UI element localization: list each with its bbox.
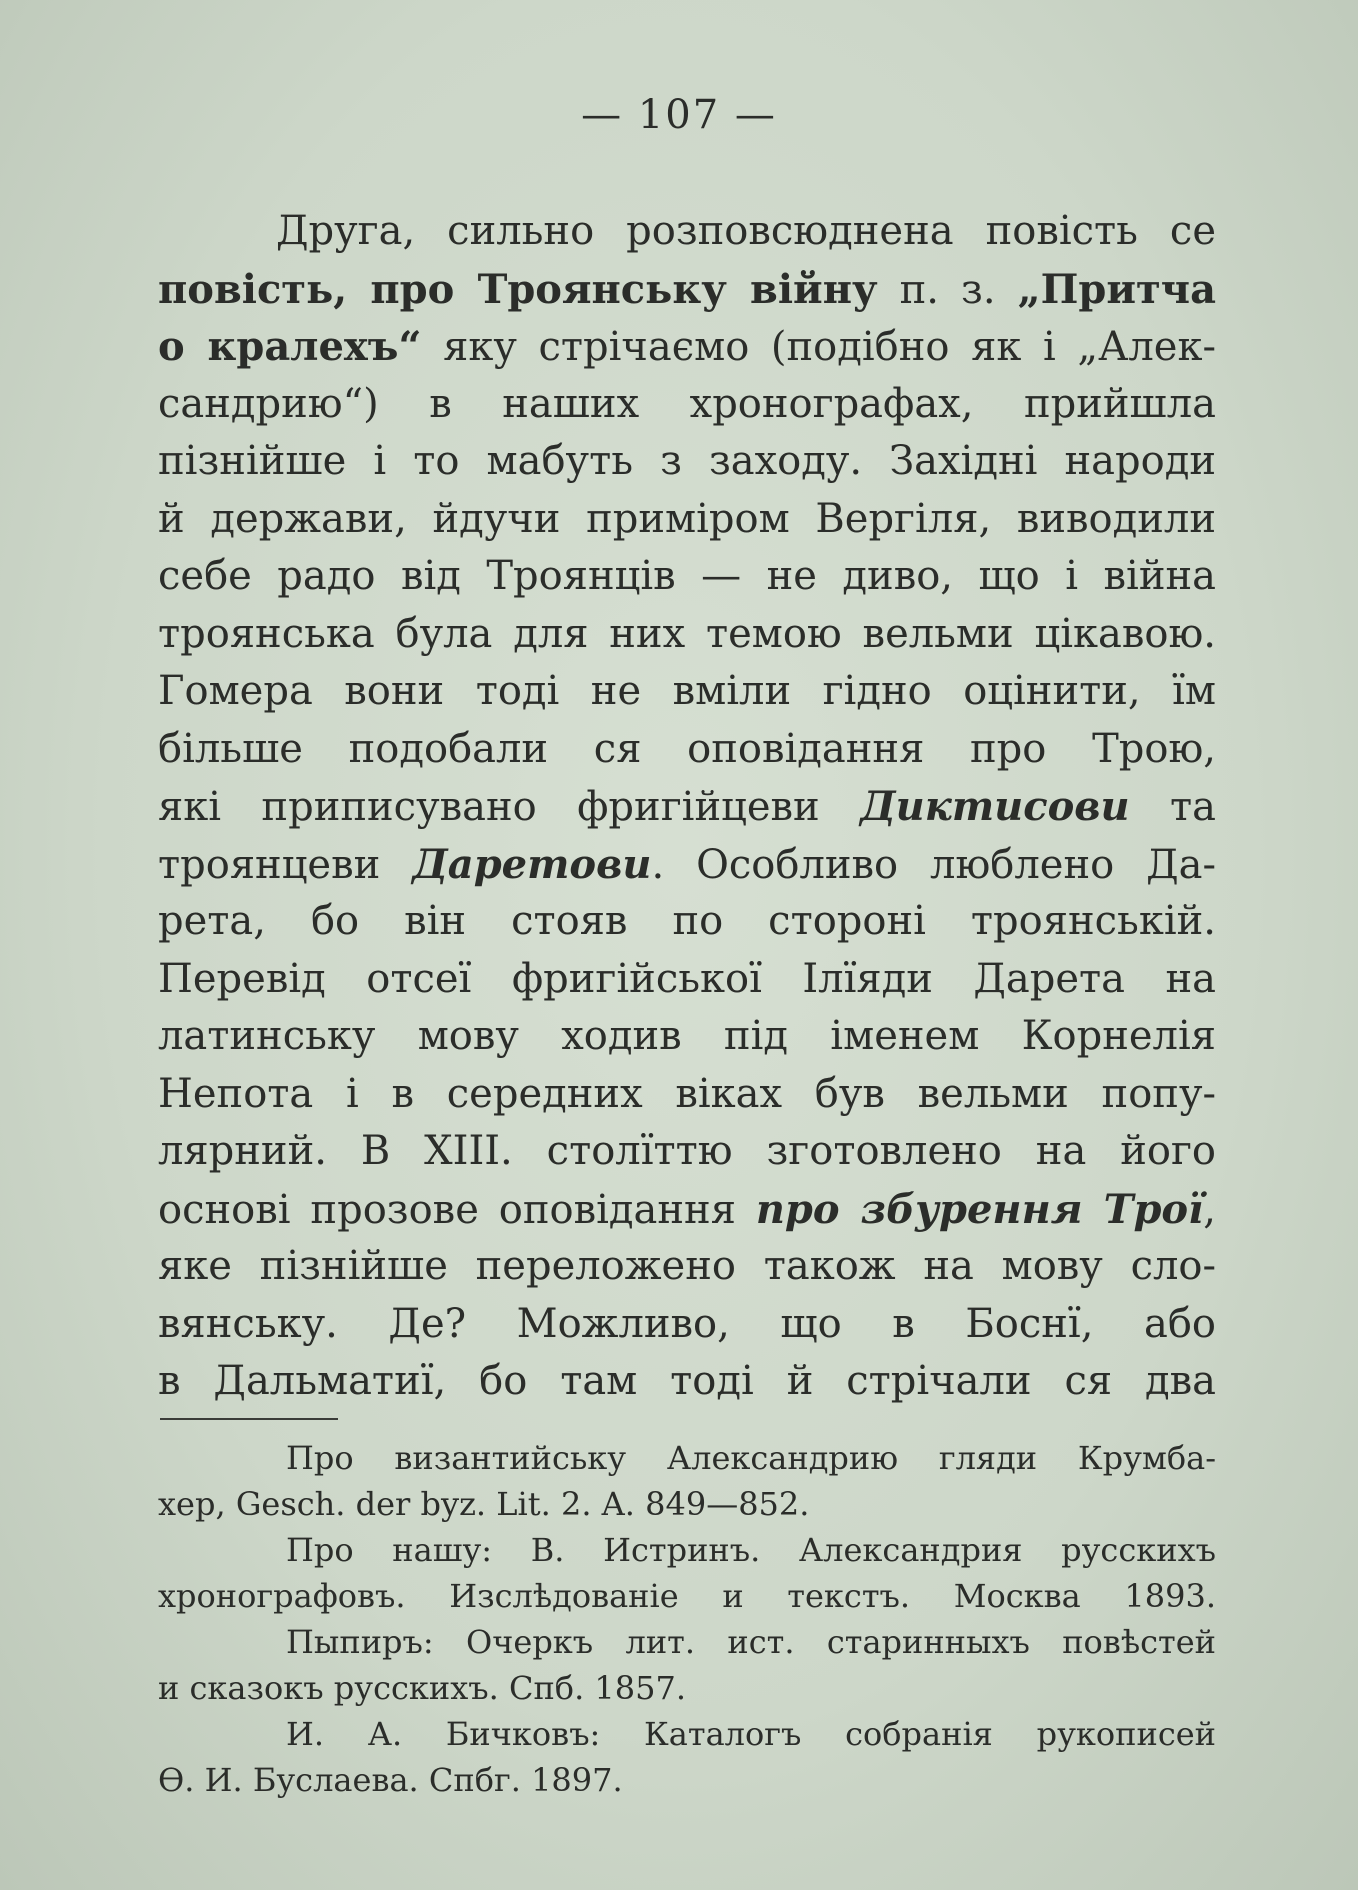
text-line: Перевід отсеї фригійської Ілїяди Дарета на <box>158 955 1216 1002</box>
text-line: лярний. В XIII. столїттю зготовлено на його <box>158 1128 1216 1174</box>
footnote-line: И. А. Бичковъ: Каталогъ собранія рукописей <box>286 1715 1216 1753</box>
text-line: троянська була для них темою вельми цікавою. <box>158 610 1216 657</box>
text-line: й держави, йдучи приміром Вергіля, виводили <box>158 495 1216 542</box>
footnote-line: Про нашу: В. Истринъ. Александрия русскихъ <box>286 1531 1216 1569</box>
text-line: яке пізнійше переложено також на мову сло- <box>158 1243 1216 1289</box>
text-line: сандрию“) в наших хронографах, прийшла <box>158 380 1216 427</box>
text-line: латинську мову ходив під іменем Корнелія <box>158 1013 1216 1059</box>
footnote-line: Пыпиръ: Очеркъ лит. ист. старинныхъ повѣстей <box>286 1623 1216 1661</box>
text-line: Непота і в середних віках був вельми попу- <box>158 1070 1216 1117</box>
text-line: які приписувано фригійцеви Диктисови та <box>158 783 1216 830</box>
text-line: рета, бо він стояв по стороні троянській. <box>158 898 1216 944</box>
text-line: вянську. Де? Можливо, що в Боснї, або <box>158 1300 1216 1347</box>
text-line: себе радо від Троянців — не диво, що і війна <box>158 553 1216 599</box>
text-line: основі прозове оповідання про збурення Трої, <box>158 1185 1217 1233</box>
footnote-line: Про византийську Александрию гляди Крумба- <box>286 1439 1216 1477</box>
text-line: більше подобали ся оповідання про Трою, <box>158 725 1216 772</box>
text-line: троянцеви Даретови. Особливо люблено Да- <box>158 840 1216 888</box>
text-line: пізнійше і то мабуть з заходу. Західні народи <box>158 438 1216 484</box>
page-number: — 107 — <box>581 92 777 138</box>
footnote-line: Ѳ. И. Буслаева. Спбг. 1897. <box>158 1761 623 1799</box>
text-line: Друга, сильно розповсюднена повість се <box>276 208 1216 254</box>
text-line: Гомера вони тоді не вміли гідно оцінити, їм <box>158 668 1216 714</box>
footnote-line: хер, Gesch. der byz. Lit. 2. A. 849—852. <box>158 1485 810 1523</box>
footnote-divider <box>160 1418 338 1420</box>
footnote-line: и сказокъ русскихъ. Спб. 1857. <box>158 1669 687 1707</box>
main-text <box>158 203 1216 1411</box>
footnotes <box>158 1435 1216 1803</box>
text-line: о кралехъ“ яку стрічаємо (подібно як і „Алек- <box>158 323 1216 370</box>
text-line: повість, про Троянську війну п. з. „Притча <box>158 265 1216 313</box>
text-line: в Дальматиї, бо там тоді й стрічали ся два <box>158 1358 1216 1404</box>
footnote-line: хронографовъ. Изслѣдованіе и текстъ. Москва 1893. <box>158 1577 1216 1615</box>
